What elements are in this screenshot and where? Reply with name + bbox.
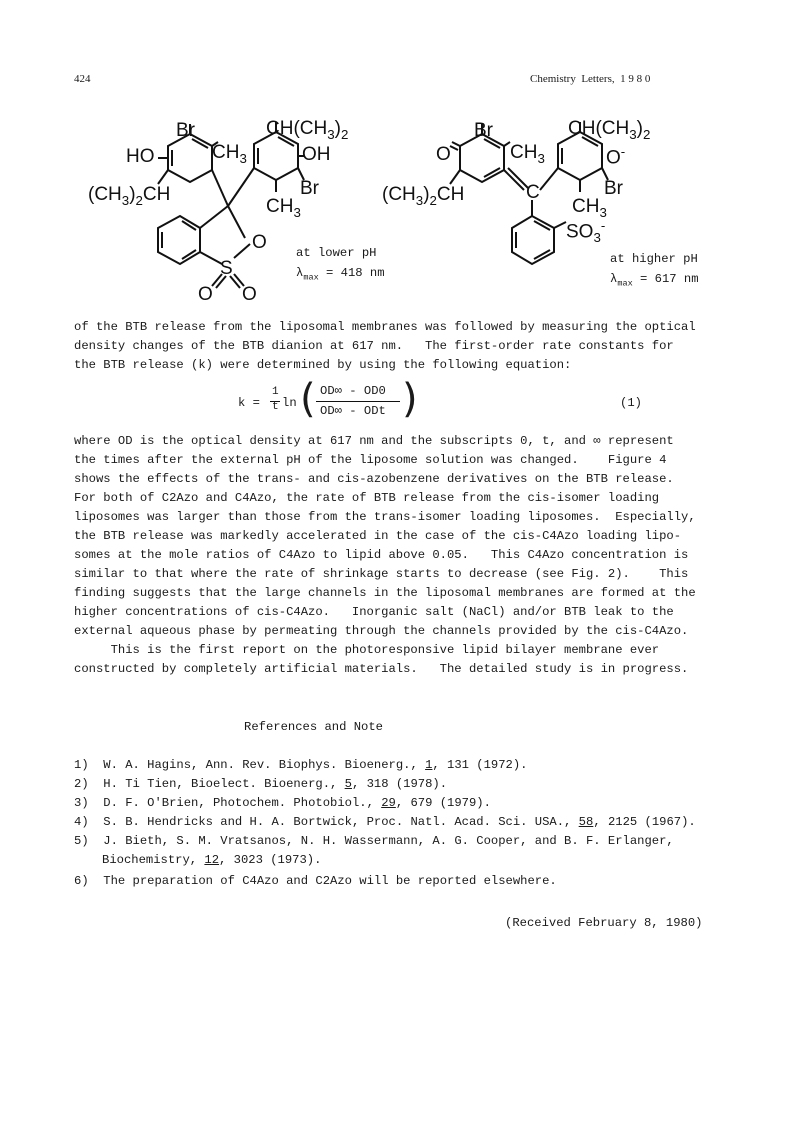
text-line: external aqueous phase by permeating through the channels provided by the cis-C4Azo. [74,624,689,638]
text-line: liposomes was larger than those from the trans-isomer loading liposomes. Especially, [74,510,696,524]
label-ch3-bottom-left: $CH_3$ [266,196,301,220]
label-diisopropyl-right: $(CH_3)_2CH$ [382,184,465,208]
caption-lambda-left [296,266,385,282]
lambda-sub-left: max [303,272,319,283]
label-so3: $SO_3^-$ [566,218,606,246]
lambda-value-left: = 418 nm [326,266,385,280]
reference-text: W. A. Hagins, Ann. Rev. Biophys. Bioenerg., [103,758,426,772]
journal-header [530,73,650,85]
reference-number: 5) [74,834,89,848]
caption-lower-ph: at lower pH [296,246,377,260]
reference-text: The preparation of C4Azo and C2Azo will be reported elsewhere. [103,874,557,888]
label-isopropyl-left: $CH(CH_3)_2$ [266,118,349,142]
text-line: similar to that where the rate of shrinkage starts to decrease (see Fig. 2). This [74,567,689,581]
reference-item [74,758,528,772]
label-ho: HO [126,146,155,167]
label-br2-left: Br [300,178,319,199]
label-oh: OH [302,144,331,165]
right-ring-c [512,216,554,264]
label-br-left: Br [176,120,195,141]
label-isopropyl-right: $CH(CH_3)_2$ [568,118,651,142]
text-line: higher concentrations of cis-C4Azo. Inorganic salt (NaCl) and/or BTB leak to the [74,605,674,619]
text-line: density changes of the BTB dianion at 617 nm. The first-order rate constants for [74,339,674,353]
label-ch3-top-right: $CH_3$ [510,142,545,166]
reference-text: J. Bieth, S. M. Vratsanos, N. H. Wassermann, A. G. Cooper, and B. F. Erlanger, [103,834,674,848]
reference-text: Biochemistry, [102,853,205,867]
reference-item [74,796,491,810]
label-diisopropyl-left: $(CH_3)_2CH$ [88,184,171,208]
reference-number: 2) [74,777,89,791]
reference-volume: 12 [204,853,220,867]
reference-tail: , 318 (1978). [351,777,448,791]
reference-text: S. B. Hendricks and H. A. Bortwick, Proc. Natl. Acad. Sci. USA., [103,815,579,829]
label-s: S [220,258,233,279]
reference-tail: , 131 (1972). [432,758,528,772]
equation-number: (1) [620,396,642,410]
equation-lhs: k = [238,396,260,410]
paren-right: ) [402,376,418,422]
label-o-minus: O- [606,144,626,169]
lambda-sub-right: max [617,278,633,289]
reference-item-continued [102,853,321,867]
label-c-center: C [526,182,540,203]
reference-number: 6) [74,874,89,888]
equation-frac-num: 1 [272,386,279,398]
journal-name: Chemistry Letters, [530,73,615,85]
references-heading: References and Note [244,720,383,734]
reference-tail: , 679 (1979). [395,796,491,810]
label-ch3-top-left: $CH_3$ [212,142,247,166]
text-line: For both of C2Azo and C4Azo, the rate of BTB release from the cis-isomer loading [74,491,660,505]
frac-bar [316,401,400,402]
equation-frac-den: t [272,401,279,413]
page-number: 424 [74,73,91,85]
reference-text: H. Ti Tien, Bioelect. Bioenerg., [103,777,345,791]
equation [238,376,658,426]
label-o-right: O [436,144,451,165]
text-line: somes at the mole ratios of C4Azo to lipid above 0.05. This C4Azo concentration is [74,548,689,562]
reference-item [74,874,557,888]
reference-volume: 5 [344,777,352,791]
journal-year: 1 9 8 0 [620,73,651,85]
reference-tail: , 2125 (1967). [593,815,696,829]
paren-left: ( [300,376,316,422]
equation-denominator: OD∞ - ODt [320,404,386,418]
text-line: of the BTB release from the liposomal membranes was followed by measuring the optical [74,320,696,334]
text-line: the BTB release (k) were determined by using the following equation: [74,358,572,372]
text-line: the BTB release was markedly accelerated in the case of the cis-C4Azo loading lipo- [74,529,682,543]
reference-text: D. F. O'Brien, Photochem. Photobiol., [103,796,382,810]
text-line: shows the effects of the trans- and cis-azobenzene derivatives on the BTB release. [74,472,674,486]
reference-item [74,815,696,829]
reference-number: 1) [74,758,89,772]
left-ring-c [158,216,200,264]
reference-item [74,834,674,848]
lambda-value-right: = 617 nm [640,272,699,286]
reference-volume: 29 [381,796,396,810]
equation-ln: ln [282,396,297,410]
text-line: where OD is the optical density at 617 nm and the subscripts 0, t, and ∞ represent [74,434,674,448]
reference-number: 4) [74,815,89,829]
label-br-right: Br [474,120,493,141]
label-o2: O [242,284,257,305]
caption-lambda-right [610,272,699,288]
figure-structures [0,100,793,310]
text-line: This is the first report on the photoresponsive lipid bilayer membrane ever [74,643,660,657]
lambda-symbol-right: λ [610,272,618,286]
lambda-symbol-left: λ [296,266,304,280]
reference-item [74,777,447,791]
reference-tail: , 3023 (1973). [219,853,322,867]
reference-volume: 1 [425,758,433,772]
reference-volume: 58 [578,815,594,829]
caption-higher-ph: at higher pH [610,252,698,266]
label-o-ring: O [252,232,267,253]
received-date: (Received February 8, 1980) [505,916,703,930]
reference-number: 3) [74,796,89,810]
equation-numerator: OD∞ - OD0 [320,384,386,398]
label-ch3-right: $CH_3$ [572,196,607,220]
text-line: constructed by completely artificial materials. The detailed study is in progress. [74,662,689,676]
label-o1: O [198,284,213,305]
text-line: finding suggests that the large channels in the liposomal membranes are formed at the [74,586,696,600]
text-line: the times after the external pH of the liposome solution was changed. Figure 4 [74,453,667,467]
label-br2-right: Br [604,178,623,199]
